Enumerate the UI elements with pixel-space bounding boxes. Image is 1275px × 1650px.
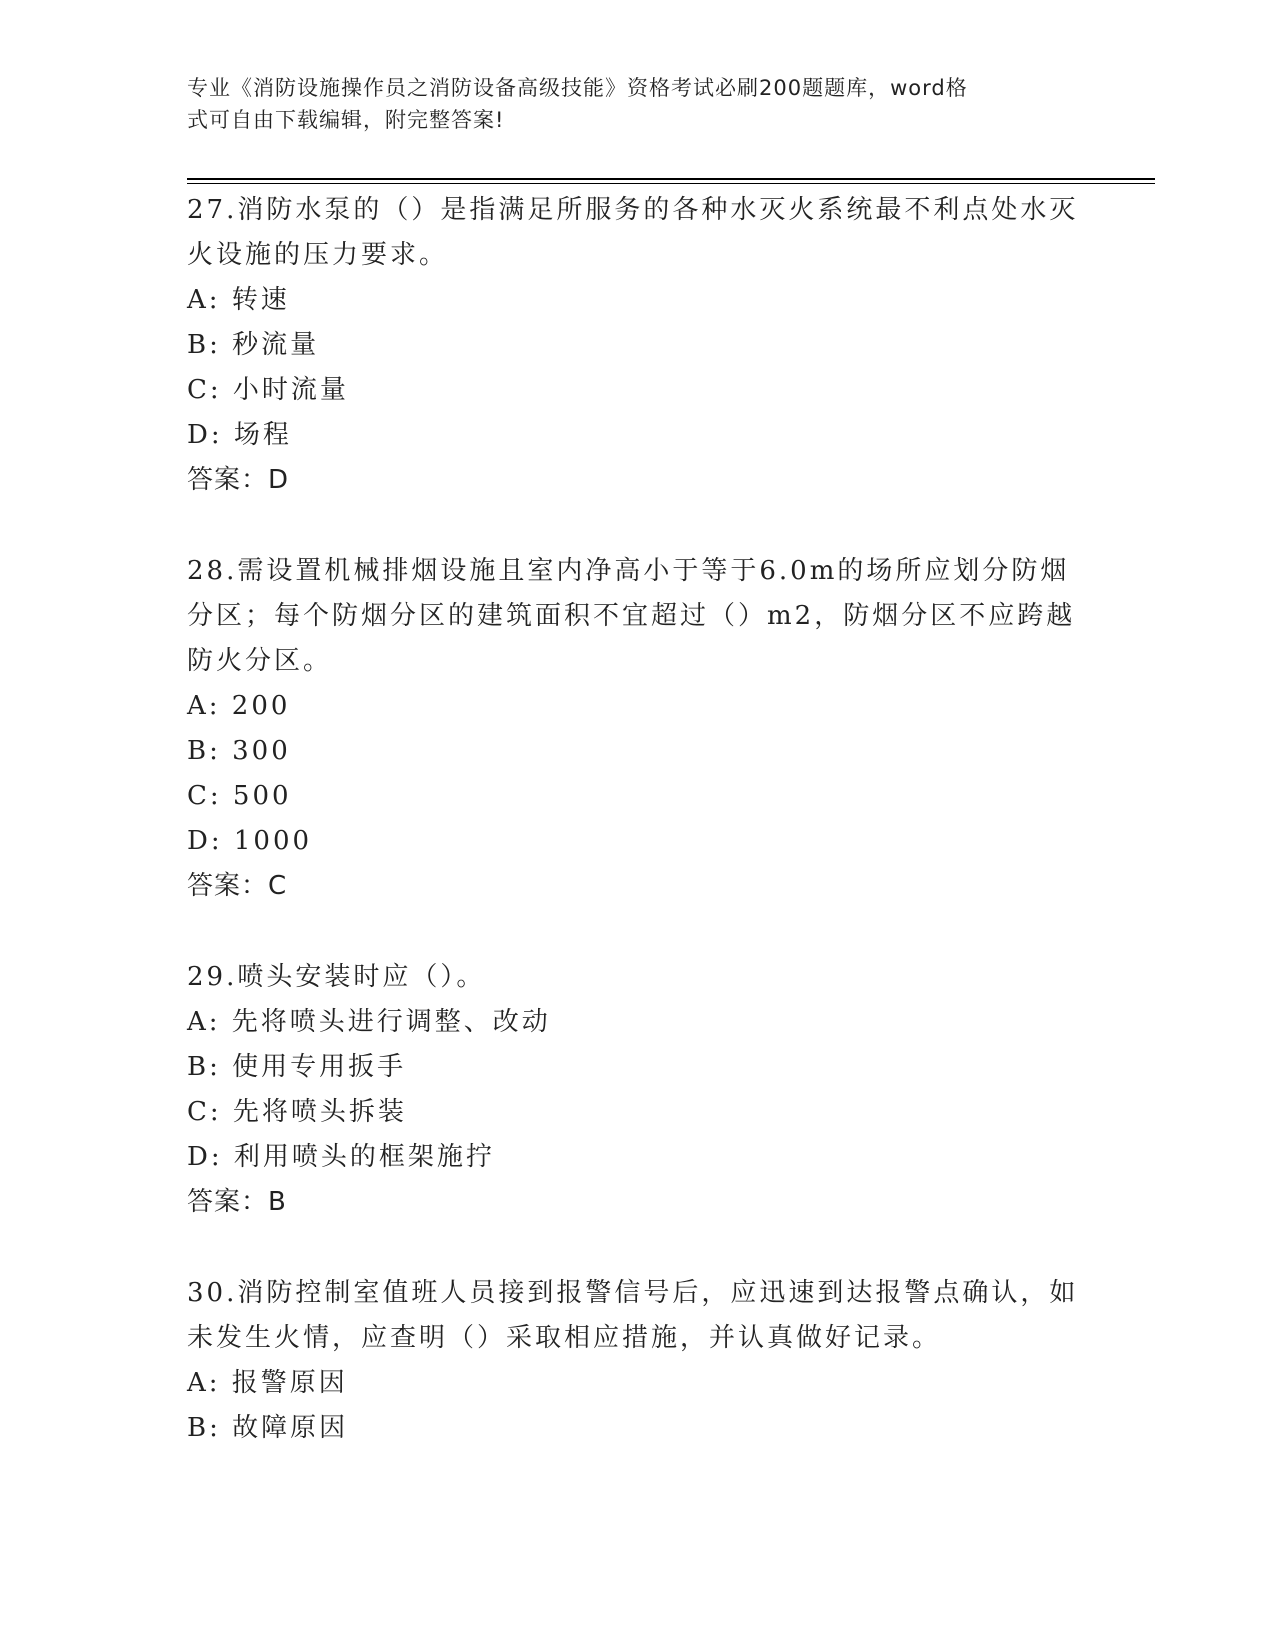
option-a: A: 200	[187, 691, 291, 721]
option-a: A: 报警原因	[187, 1368, 348, 1398]
option-d: D: 1000	[187, 826, 313, 856]
question-30	[187, 1271, 1087, 1451]
question-spacer	[187, 1225, 1087, 1271]
option-c: C: 小时流量	[187, 375, 349, 405]
option-c: C: 500	[187, 781, 292, 811]
option-b: B: 秒流量	[187, 330, 320, 360]
question-stem	[187, 955, 1087, 1000]
stem-line: 防火分区。	[187, 646, 333, 676]
question-stem	[187, 188, 1087, 278]
question-spacer	[187, 503, 1087, 549]
option-c: C: 先将喷头拆装	[187, 1097, 407, 1127]
option-d: D: 场程	[187, 420, 292, 450]
question-stem	[187, 1271, 1087, 1361]
header-divider-thick	[187, 178, 1155, 180]
question-28	[187, 549, 1087, 909]
stem-line: 分区；每个防烟分区的建筑面积不宜超过（）m2，防烟分区不应跨越	[187, 601, 1076, 631]
question-stem	[187, 549, 1087, 684]
header-divider-thin	[187, 183, 1155, 184]
document-header	[187, 72, 1067, 136]
stem-line: 28.需设置机械排烟设施且室内净高小于等于6.0m的场所应划分防烟	[187, 556, 1070, 586]
option-a: A: 先将喷头进行调整、改动	[187, 1007, 551, 1037]
stem-line: 未发生火情，应查明（）采取相应措施，并认真做好记录。	[187, 1323, 942, 1353]
header-line-1: 专业《消防设施操作员之消防设备高级技能》资格考试必刷200题题库，word格	[187, 76, 968, 100]
answer: 答案：B	[187, 1187, 287, 1217]
answer: 答案：C	[187, 871, 288, 901]
stem-line: 火设施的压力要求。	[187, 240, 449, 270]
option-d: D: 利用喷头的框架施拧	[187, 1142, 495, 1172]
question-29	[187, 955, 1087, 1225]
stem-line: 29.喷头安装时应（）。	[187, 962, 486, 992]
option-b: B: 故障原因	[187, 1413, 349, 1443]
stem-line: 30.消防控制室值班人员接到报警信号后，应迅速到达报警点确认，如	[187, 1278, 1079, 1308]
header-line-2: 式可自由下载编辑，附完整答案!	[187, 108, 505, 132]
question-27	[187, 188, 1087, 503]
option-a: A: 转速	[187, 285, 290, 315]
question-spacer	[187, 909, 1087, 955]
option-b: B: 使用专用扳手	[187, 1052, 407, 1082]
answer: 答案：D	[187, 465, 290, 495]
option-b: B: 300	[187, 736, 291, 766]
stem-line: 27.消防水泵的（）是指满足所服务的各种水灭火系统最不利点处水灭	[187, 195, 1079, 225]
question-list	[187, 188, 1087, 1451]
